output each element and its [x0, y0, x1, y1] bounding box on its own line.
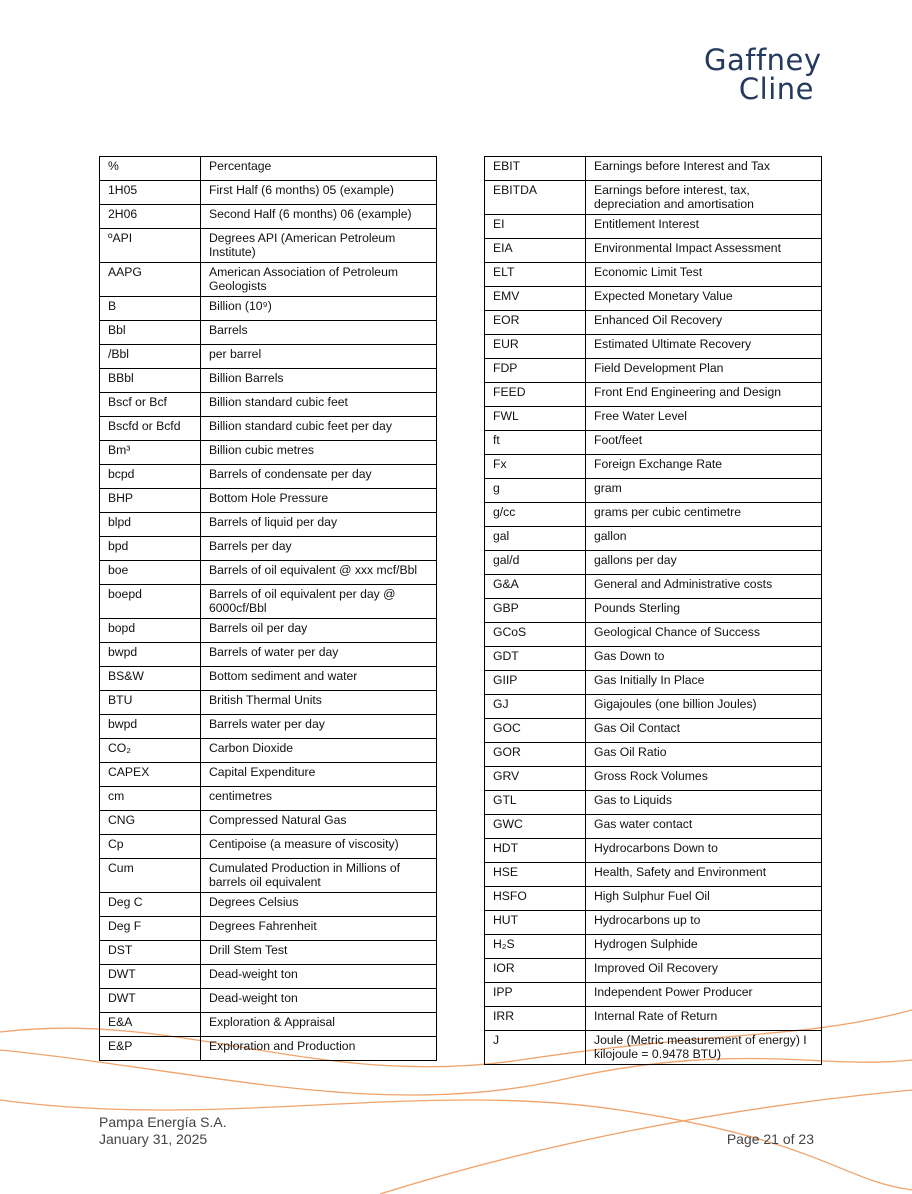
abbreviation-cell: GOC: [485, 719, 586, 743]
abbreviation-cell: E&A: [100, 1013, 201, 1037]
definition-cell: Gigajoules (one billion Joules): [586, 695, 822, 719]
abbreviation-cell: EIA: [485, 239, 586, 263]
abbreviation-cell: J: [485, 1031, 586, 1065]
definition-cell: Compressed Natural Gas: [201, 811, 437, 835]
table-row: [485, 263, 822, 287]
table-row: [100, 465, 437, 489]
abbreviations-table-right: [484, 156, 822, 1065]
definition-cell: Barrels: [201, 321, 437, 345]
abbreviation-cell: E&P: [100, 1037, 201, 1061]
definition-cell: Carbon Dioxide: [201, 739, 437, 763]
table-row: [100, 1037, 437, 1061]
abbreviation-cell: GIIP: [485, 671, 586, 695]
abbreviation-cell: GDT: [485, 647, 586, 671]
abbreviation-cell: Bscfd or Bcfd: [100, 417, 201, 441]
definition-cell: Barrels of condensate per day: [201, 465, 437, 489]
abbreviation-cell: GRV: [485, 767, 586, 791]
abbreviations-table-left: [99, 156, 437, 1061]
definition-cell: Billion (10⁹): [201, 297, 437, 321]
definition-cell: Foot/feet: [586, 431, 822, 455]
abbreviation-cell: HSE: [485, 863, 586, 887]
definition-cell: Hydrocarbons up to: [586, 911, 822, 935]
abbreviation-cell: ft: [485, 431, 586, 455]
table-row: [100, 835, 437, 859]
abbreviation-cell: GCoS: [485, 623, 586, 647]
abbreviation-cell: bwpd: [100, 643, 201, 667]
definition-cell: Drill Stem Test: [201, 941, 437, 965]
abbreviation-cell: Cum: [100, 859, 201, 893]
abbreviation-cell: g: [485, 479, 586, 503]
abbreviation-cell: blpd: [100, 513, 201, 537]
definition-cell: American Association of Petroleum Geologists: [201, 263, 437, 297]
definition-cell: Gas Initially In Place: [586, 671, 822, 695]
abbreviation-cell: boe: [100, 561, 201, 585]
table-row: [485, 431, 822, 455]
abbreviation-cell: B: [100, 297, 201, 321]
table-row: [485, 239, 822, 263]
abbreviation-cell: GTL: [485, 791, 586, 815]
abbreviation-cell: H₂S: [485, 935, 586, 959]
abbreviation-cell: DWT: [100, 965, 201, 989]
table-row: [100, 417, 437, 441]
definition-cell: Economic Limit Test: [586, 263, 822, 287]
definition-cell: Bottom Hole Pressure: [201, 489, 437, 513]
definition-cell: Independent Power Producer: [586, 983, 822, 1007]
definition-cell: per barrel: [201, 345, 437, 369]
definition-cell: Improved Oil Recovery: [586, 959, 822, 983]
table-row: [100, 369, 437, 393]
definition-cell: High Sulphur Fuel Oil: [586, 887, 822, 911]
definition-cell: First Half (6 months) 05 (example): [201, 181, 437, 205]
abbreviation-cell: IRR: [485, 1007, 586, 1031]
abbreviation-cell: bwpd: [100, 715, 201, 739]
table-row: [100, 205, 437, 229]
definition-cell: Percentage: [201, 157, 437, 181]
definition-cell: grams per cubic centimetre: [586, 503, 822, 527]
table-row: [485, 407, 822, 431]
table-row: [100, 585, 437, 619]
table-row: [100, 893, 437, 917]
abbreviation-cell: CO₂: [100, 739, 201, 763]
table-row: [485, 959, 822, 983]
abbreviation-cell: g/cc: [485, 503, 586, 527]
abbreviation-cell: DWT: [100, 989, 201, 1013]
definition-cell: Entitlement Interest: [586, 215, 822, 239]
table-row: [100, 297, 437, 321]
definition-cell: Pounds Sterling: [586, 599, 822, 623]
definition-cell: Cumulated Production in Millions of barrels oil equivalent: [201, 859, 437, 893]
table-row: [485, 719, 822, 743]
table-row: [100, 537, 437, 561]
table-row: [485, 935, 822, 959]
definition-cell: Expected Monetary Value: [586, 287, 822, 311]
table-row: [100, 619, 437, 643]
definition-cell: Gas Down to: [586, 647, 822, 671]
abbreviation-cell: EUR: [485, 335, 586, 359]
table-row: [485, 287, 822, 311]
table-row: [485, 623, 822, 647]
table-row: [485, 791, 822, 815]
abbreviation-cell: GJ: [485, 695, 586, 719]
abbreviation-cell: Bm³: [100, 441, 201, 465]
table-row: [100, 917, 437, 941]
definition-cell: Barrels oil per day: [201, 619, 437, 643]
definition-cell: Billion cubic metres: [201, 441, 437, 465]
table-row: [100, 489, 437, 513]
definition-cell: British Thermal Units: [201, 691, 437, 715]
table-row: [100, 667, 437, 691]
abbreviation-cell: BTU: [100, 691, 201, 715]
table-row: [100, 859, 437, 893]
table-row: [100, 941, 437, 965]
definition-cell: centimetres: [201, 787, 437, 811]
abbreviation-cell: HDT: [485, 839, 586, 863]
definition-cell: Degrees Celsius: [201, 893, 437, 917]
table-row: [100, 989, 437, 1013]
definition-cell: Gas to Liquids: [586, 791, 822, 815]
abbreviation-cell: IPP: [485, 983, 586, 1007]
table-row: [100, 229, 437, 263]
table-row: [485, 599, 822, 623]
table-row: [100, 157, 437, 181]
table-row: [100, 513, 437, 537]
abbreviation-cell: BBbl: [100, 369, 201, 393]
table-row: [485, 647, 822, 671]
table-row: [100, 561, 437, 585]
table-row: [485, 1031, 822, 1065]
table-row: [485, 575, 822, 599]
table-row: [100, 739, 437, 763]
table-row: [485, 863, 822, 887]
table-row: [100, 321, 437, 345]
definition-cell: Barrels of oil equivalent @ xxx mcf/Bbl: [201, 561, 437, 585]
abbreviation-cell: BS&W: [100, 667, 201, 691]
abbreviation-cell: Bbl: [100, 321, 201, 345]
abbreviation-cell: FEED: [485, 383, 586, 407]
abbreviation-cell: bpd: [100, 537, 201, 561]
definition-cell: Gas Oil Contact: [586, 719, 822, 743]
table-row: [485, 527, 822, 551]
abbreviation-cell: BHP: [100, 489, 201, 513]
table-row: [100, 965, 437, 989]
definition-cell: Internal Rate of Return: [586, 1007, 822, 1031]
definition-cell: Capital Expenditure: [201, 763, 437, 787]
table-row: [100, 691, 437, 715]
definition-cell: Bottom sediment and water: [201, 667, 437, 691]
definition-cell: Geological Chance of Success: [586, 623, 822, 647]
definition-cell: Estimated Ultimate Recovery: [586, 335, 822, 359]
footer-company-block: [99, 1114, 227, 1148]
definition-cell: Health, Safety and Environment: [586, 863, 822, 887]
footer-date: January 31, 2025: [99, 1131, 208, 1147]
definition-cell: Joule (Metric measurement of energy) I kilojoule = 0.9478 BTU): [586, 1031, 822, 1065]
table-row: [485, 551, 822, 575]
abbreviation-cell: gal: [485, 527, 586, 551]
table-row: [485, 335, 822, 359]
abbreviation-cell: EBITDA: [485, 181, 586, 215]
abbreviation-cell: Fx: [485, 455, 586, 479]
definition-cell: Gas Oil Ratio: [586, 743, 822, 767]
table-row: [485, 767, 822, 791]
definition-cell: Field Development Plan: [586, 359, 822, 383]
table-row: [485, 359, 822, 383]
definition-cell: Dead-weight ton: [201, 965, 437, 989]
table-row: [485, 181, 822, 215]
table-row: [485, 503, 822, 527]
abbreviation-cell: GWC: [485, 815, 586, 839]
definition-cell: Barrels water per day: [201, 715, 437, 739]
abbreviation-cell: bopd: [100, 619, 201, 643]
definition-cell: Degrees API (American Petroleum Institute): [201, 229, 437, 263]
definition-cell: Barrels of oil equivalent per day @ 6000cf/Bbl: [201, 585, 437, 619]
abbreviation-cell: GBP: [485, 599, 586, 623]
abbreviation-cell: CAPEX: [100, 763, 201, 787]
definition-cell: Billion standard cubic feet: [201, 393, 437, 417]
table-row: [485, 815, 822, 839]
abbreviation-cell: EBIT: [485, 157, 586, 181]
table-row: [100, 715, 437, 739]
definition-cell: Billion standard cubic feet per day: [201, 417, 437, 441]
table-row: [485, 311, 822, 335]
company-logo: [700, 43, 822, 106]
table-row: [485, 671, 822, 695]
table-row: [100, 811, 437, 835]
abbreviation-cell: gal/d: [485, 551, 586, 575]
abbreviation-cell: FWL: [485, 407, 586, 431]
abbreviation-cell: Bscf or Bcf: [100, 393, 201, 417]
table-row: [100, 263, 437, 297]
abbreviation-cell: 2H06: [100, 205, 201, 229]
logo-line-2: Cline: [738, 72, 814, 106]
definition-cell: Hydrogen Sulphide: [586, 935, 822, 959]
abbreviation-cell: HSFO: [485, 887, 586, 911]
abbreviation-cell: 1H05: [100, 181, 201, 205]
abbreviation-cell: cm: [100, 787, 201, 811]
table-row: [100, 441, 437, 465]
definition-cell: Billion Barrels: [201, 369, 437, 393]
abbreviation-cell: FDP: [485, 359, 586, 383]
abbreviation-cell: ELT: [485, 263, 586, 287]
table-row: [100, 181, 437, 205]
table-row: [485, 887, 822, 911]
table-row: [485, 479, 822, 503]
table-row: [485, 743, 822, 767]
table-row: [485, 1007, 822, 1031]
table-row: [485, 911, 822, 935]
table-row: [100, 787, 437, 811]
abbreviation-cell: /Bbl: [100, 345, 201, 369]
abbreviation-cell: CNG: [100, 811, 201, 835]
definition-cell: Exploration & Appraisal: [201, 1013, 437, 1037]
abbreviation-cell: AAPG: [100, 263, 201, 297]
table-row: [485, 455, 822, 479]
abbreviation-cell: Deg F: [100, 917, 201, 941]
abbreviation-cell: G&A: [485, 575, 586, 599]
abbreviation-cell: Deg C: [100, 893, 201, 917]
table-row: [100, 1013, 437, 1037]
logo-line-1: Gaffney: [704, 43, 822, 77]
definition-cell: Exploration and Production: [201, 1037, 437, 1061]
table-row: [100, 345, 437, 369]
definition-cell: Barrels of water per day: [201, 643, 437, 667]
table-row: [485, 695, 822, 719]
definition-cell: Free Water Level: [586, 407, 822, 431]
abbreviation-cell: ºAPI: [100, 229, 201, 263]
table-row: [100, 393, 437, 417]
definition-cell: Barrels of liquid per day: [201, 513, 437, 537]
definition-cell: gallons per day: [586, 551, 822, 575]
abbreviation-cell: boepd: [100, 585, 201, 619]
table-row: [485, 983, 822, 1007]
definition-cell: Front End Engineering and Design: [586, 383, 822, 407]
table-row: [485, 839, 822, 863]
definition-cell: General and Administrative costs: [586, 575, 822, 599]
abbreviation-cell: bcpd: [100, 465, 201, 489]
footer-company: Pampa Energía S.A.: [99, 1114, 227, 1130]
abbreviation-cell: GOR: [485, 743, 586, 767]
abbreviation-cell: EI: [485, 215, 586, 239]
definition-cell: gallon: [586, 527, 822, 551]
abbreviation-cell: EOR: [485, 311, 586, 335]
definition-cell: Dead-weight ton: [201, 989, 437, 1013]
abbreviation-cell: %: [100, 157, 201, 181]
definition-cell: Centipoise (a measure of viscosity): [201, 835, 437, 859]
table-row: [100, 643, 437, 667]
definition-cell: Foreign Exchange Rate: [586, 455, 822, 479]
table-row: [485, 215, 822, 239]
definition-cell: Second Half (6 months) 06 (example): [201, 205, 437, 229]
table-row: [485, 383, 822, 407]
definition-cell: Earnings before Interest and Tax: [586, 157, 822, 181]
definition-cell: Barrels per day: [201, 537, 437, 561]
abbreviation-cell: HUT: [485, 911, 586, 935]
definition-cell: Gross Rock Volumes: [586, 767, 822, 791]
definition-cell: Gas water contact: [586, 815, 822, 839]
abbreviation-cell: EMV: [485, 287, 586, 311]
definition-cell: Hydrocarbons Down to: [586, 839, 822, 863]
table-row: [485, 157, 822, 181]
definition-cell: Enhanced Oil Recovery: [586, 311, 822, 335]
definition-cell: Degrees Fahrenheit: [201, 917, 437, 941]
footer-page-number: Page 21 of 23: [726, 1131, 814, 1147]
table-row: [100, 763, 437, 787]
abbreviation-cell: DST: [100, 941, 201, 965]
definition-cell: Earnings before interest, tax, depreciation and amortisation: [586, 181, 822, 215]
definition-cell: Environmental Impact Assessment: [586, 239, 822, 263]
abbreviation-cell: Cp: [100, 835, 201, 859]
abbreviation-cell: IOR: [485, 959, 586, 983]
definition-cell: gram: [586, 479, 822, 503]
